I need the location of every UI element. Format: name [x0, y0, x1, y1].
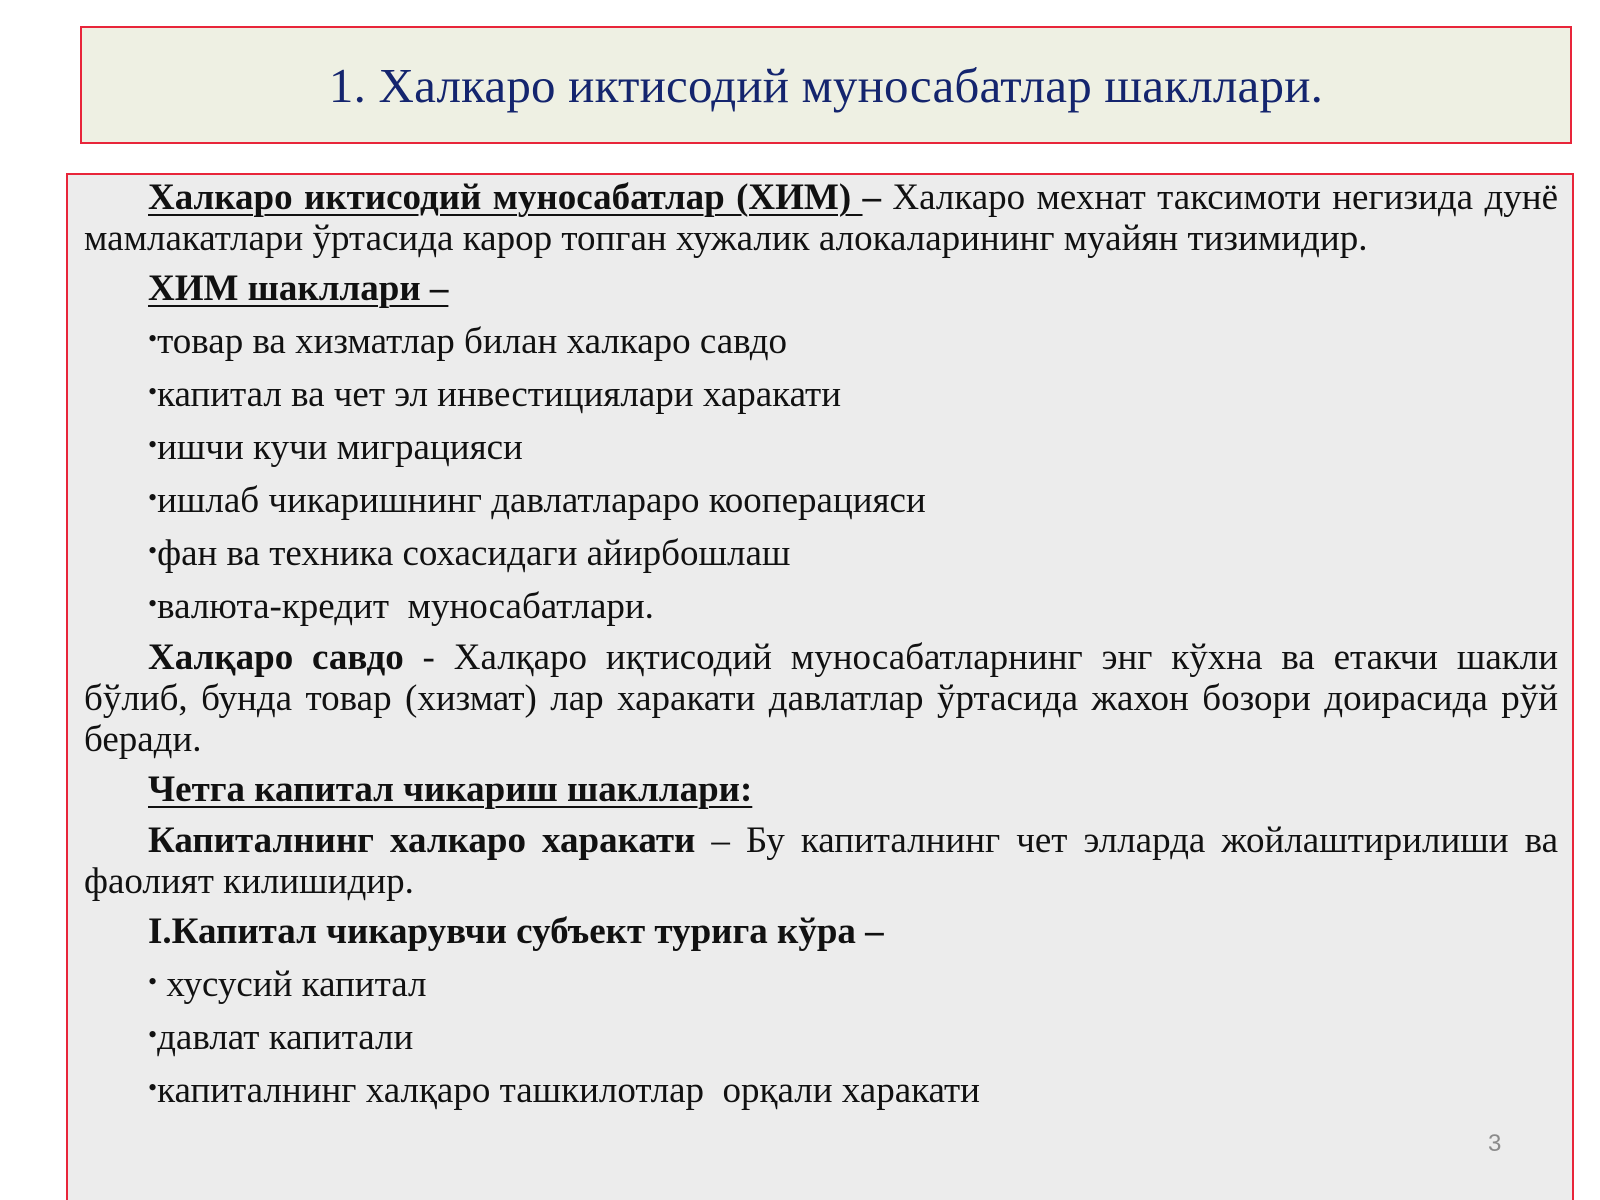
- list-item-text: давлат капитали: [157, 1017, 414, 1058]
- list-item-text: ишчи кучи миграцияси: [157, 427, 523, 468]
- list-item-text: товар ва хизматлар билан халкаро савдо: [157, 321, 788, 362]
- list-item-text: хусусий капитал: [157, 964, 427, 1005]
- list-item: [148, 1068, 1558, 1111]
- subject-heading: I.Капитал чикарувчи субъект турига кўра –: [148, 911, 884, 952]
- list-item-text: валюта-кредит муносабатлари.: [157, 586, 654, 627]
- bullet-icon: •: [148, 536, 158, 565]
- bullet-icon: •: [148, 967, 158, 996]
- capital-export-heading: Четга капитал чикариш шакллари:: [148, 769, 753, 810]
- list-item-text: капиталнинг халқаро ташкилотлар орқали харакати: [157, 1070, 980, 1111]
- content-box: [66, 173, 1574, 1200]
- content-text: [84, 177, 1558, 1121]
- list-item: [148, 372, 1558, 415]
- definition-dash: –: [862, 177, 882, 218]
- capital-move-text: – Бу капиталнинг чет элларда жойлаштирилиши ва фаолият килишидир.: [84, 820, 1558, 902]
- bullet-icon: •: [148, 483, 158, 512]
- definition-term: Халкаро иктисодий муносабатлар (ХИМ): [148, 177, 863, 218]
- bullet-icon: •: [148, 1020, 158, 1049]
- definition-text: Халкаро мехнат таксимоти негизида дунё мамлакатлари ўртасида карор топган хужалик алокаларининг муайян тизимидир.: [84, 177, 1558, 259]
- trade-paragraph: [84, 637, 1558, 760]
- list-item-text: фан ва техника сохасидаги айирбошлаш: [157, 533, 791, 574]
- list-item: [148, 584, 1558, 627]
- bullet-icon: •: [148, 1073, 158, 1102]
- title-box: [80, 26, 1572, 144]
- bullet-icon: •: [148, 377, 158, 406]
- list-item: [148, 478, 1558, 521]
- bullet-icon: •: [148, 589, 158, 618]
- trade-text: - Халқаро иқтисодий муносабатларнинг энг кўхна ва етакчи шакли бўлиб, бунда товар (хизмат) лар харакати давлатлар ўртасида жахон бозори доирасида рўй беради.: [84, 637, 1558, 760]
- list-item: [148, 962, 1558, 1005]
- page-number: 3: [1488, 1130, 1502, 1157]
- list-item: [148, 319, 1558, 362]
- list-item-text: капитал ва чет эл инвестициялари харакати: [157, 374, 842, 415]
- slide-title: 1. Халкаро иктисодий муносабатлар шакллари.: [328, 57, 1324, 113]
- forms-heading: ХИМ шакллари –: [148, 268, 449, 309]
- bullet-icon: •: [148, 324, 158, 353]
- capital-move-paragraph: [84, 820, 1558, 902]
- definition-paragraph: [84, 177, 1558, 259]
- trade-term: Халқаро савдо: [148, 637, 404, 678]
- list-item-text: ишлаб чикаришнинг давлатлараро кооперацияси: [157, 480, 926, 521]
- bullet-icon: •: [148, 430, 158, 459]
- capital-move-term: Капиталнинг халкаро харакати: [148, 820, 696, 861]
- list-item: [148, 425, 1558, 468]
- list-item: [148, 1015, 1558, 1058]
- list-item: [148, 531, 1558, 574]
